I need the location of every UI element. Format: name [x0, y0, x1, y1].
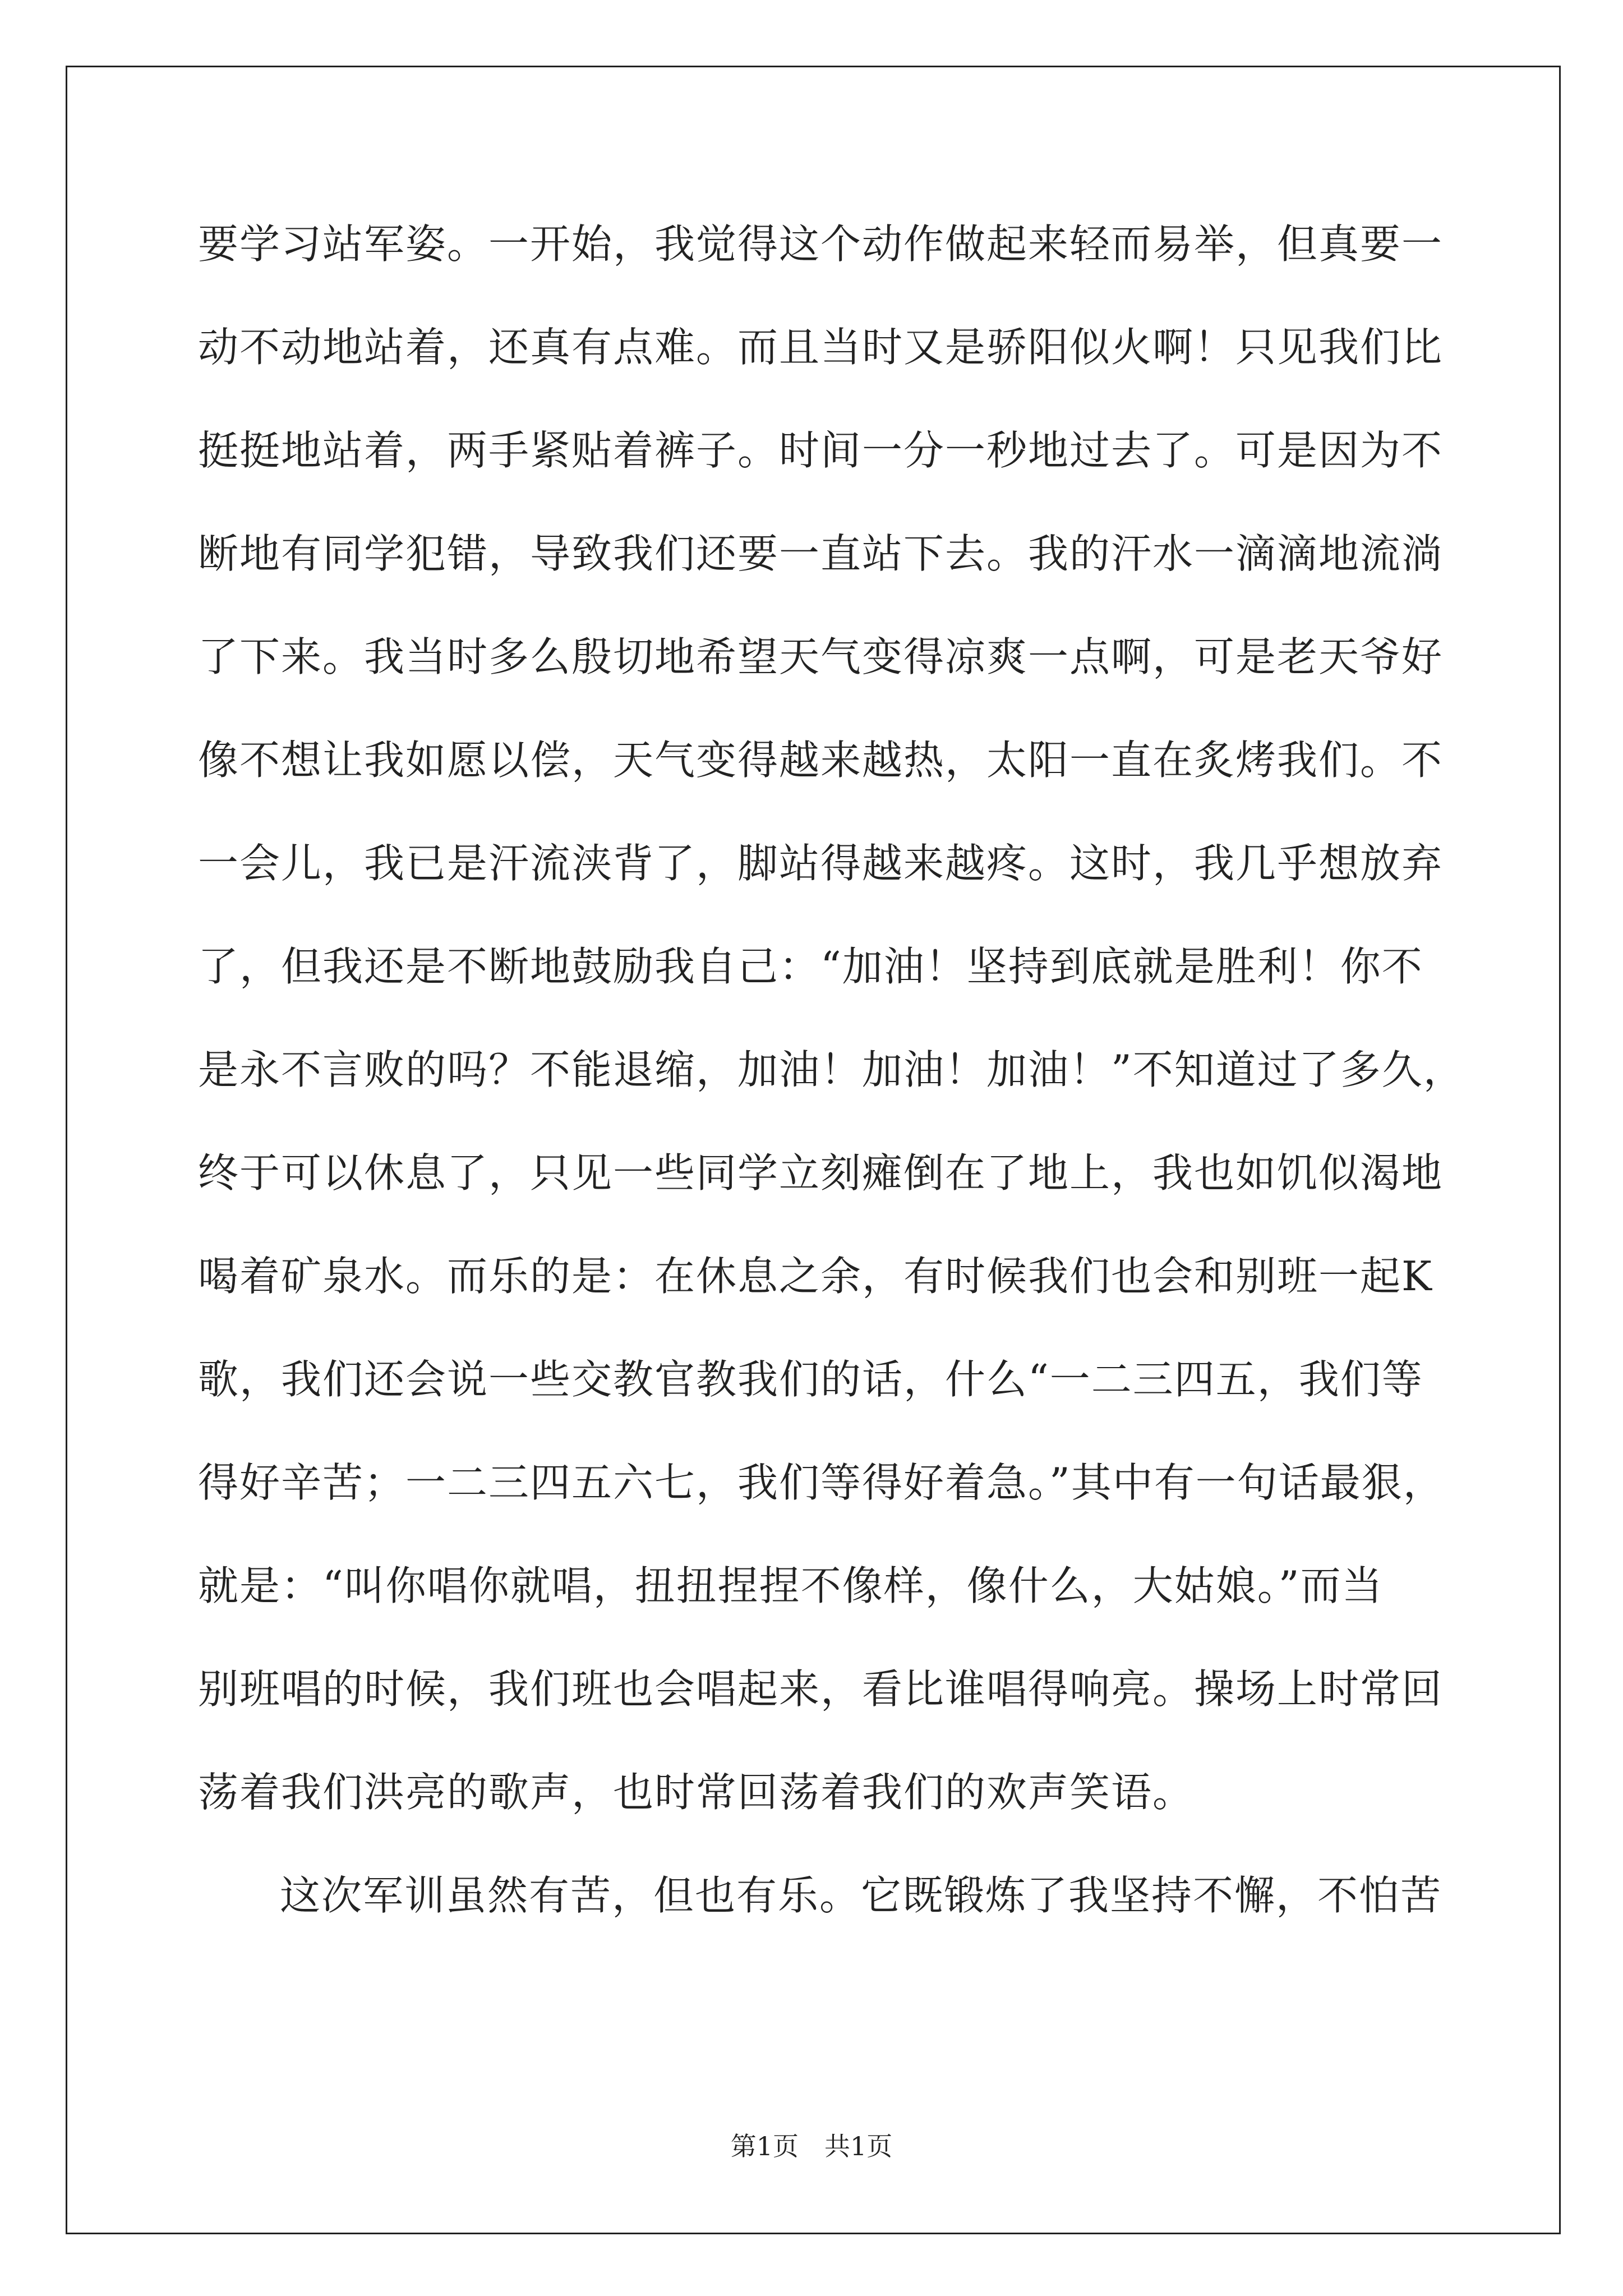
text-line: 像不想让我如愿以偿，天气变得越来越热，太阳一直在炙烤我们。不 — [198, 737, 1444, 784]
text-line: 要学习站军姿。一开始，我觉得这个动作做起来轻而易举，但真要一 — [198, 220, 1444, 268]
text-line: 终于可以休息了，只见一些同学立刻瘫倒在了地上，我也如饥似渴地 — [198, 1149, 1444, 1197]
text-line: 挺挺地站着，两手紧贴着裤子。时间一分一秒地过去了。可是因为不 — [198, 427, 1444, 474]
text-line: 一会儿，我已是汗流浃背了，脚站得越来越疼。这时，我几乎想放弃 — [198, 840, 1444, 887]
text-line: 是永不言败的吗？不能退缩，加油！加油！加油！”不知道过了多久， — [198, 1046, 1465, 1093]
text-line: 了，但我还是不断地鼓励我自己：“加油！坚持到底就是胜利！你不 — [198, 943, 1423, 990]
page-number-footer: 第1页 共1页 — [730, 2131, 893, 2161]
text-line: 歌，我们还会说一些交教官教我们的话，什么“一二三四五，我们等 — [198, 1356, 1423, 1403]
text-line: 动不动地站着，还真有点难。而且当时又是骄阳似火啊！只见我们比 — [198, 324, 1444, 371]
text-line: 就是：“叫你唱你就唱，扭扭捏捏不像样，像什么，大姑娘。”而当 — [198, 1562, 1384, 1609]
text-line: 别班唱的时候，我们班也会唱起来，看比谁唱得响亮。操场上时常回 — [198, 1665, 1444, 1713]
text-line: 荡着我们洪亮的歌声，也时常回荡着我们的欢声笑语。 — [198, 1769, 1195, 1816]
text-line: 得好辛苦；一二三四五六七，我们等得好着急。”其中有一句话最狠， — [198, 1459, 1445, 1506]
text-line: 了下来。我当时多么殷切地希望天气变得凉爽一点啊，可是老天爷好 — [198, 633, 1444, 680]
text-line: 断地有同学犯错，导致我们还要一直站下去。我的汗水一滴滴地流淌 — [198, 530, 1444, 577]
text-line: 喝着矿泉水。而乐的是：在休息之余，有时候我们也会和别班一起K — [198, 1253, 1433, 1300]
text-line-indented: 这次军训虽然有苦，但也有乐。它既锻炼了我坚持不懈，不怕苦 — [280, 1872, 1442, 1919]
